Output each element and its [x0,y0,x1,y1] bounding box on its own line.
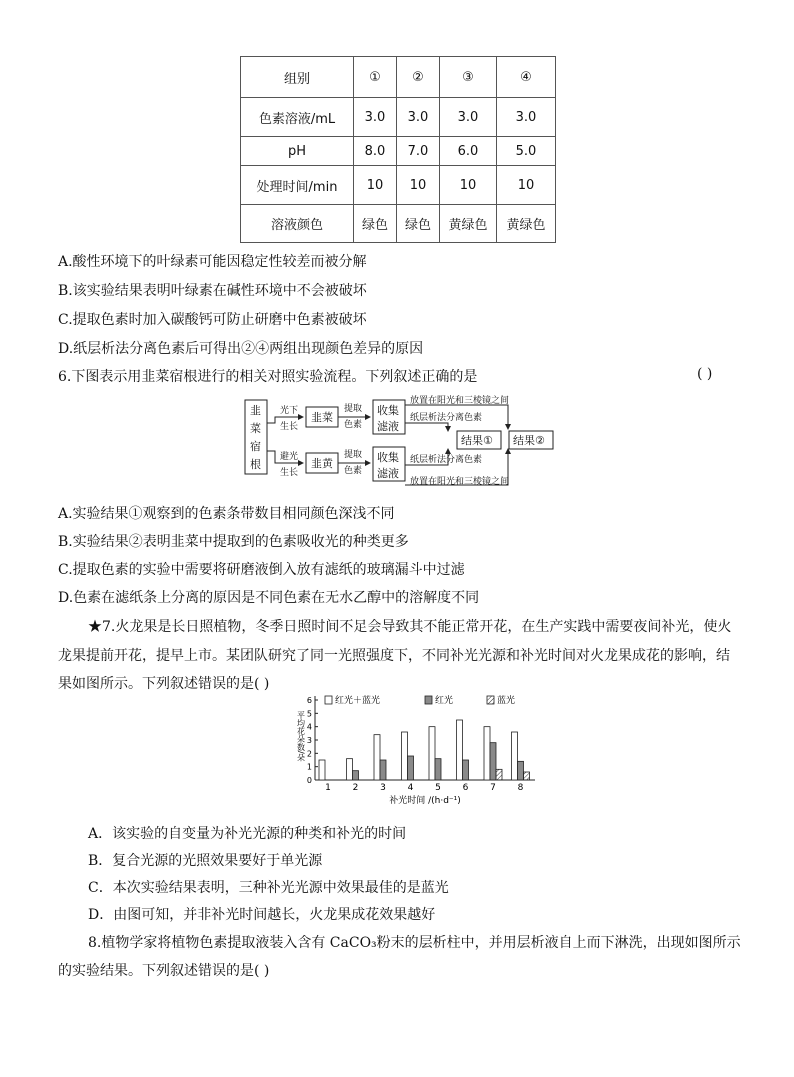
q5-option-a: A.酸性环境下的叶绿素可能因稳定性较差而被分解 [58,254,367,270]
q5-option-b: B.该实验结果表明叶绿素在碱性环境中不会被破坏 [58,283,367,299]
q7-stem-line2: 龙果提前开花，提早上市。某团队研究了同一光照强度下，不同补光光源和补光时间对火龙果成花的影响，结 [58,648,730,664]
x-tick-label: 1 [325,783,331,793]
table-header-cell: ② [397,57,440,98]
table-header-row [241,57,556,98]
table-cell: 3.0 [397,98,440,137]
table-cell: 溶液颜色 [241,205,354,243]
x-tick-label: 8 [517,783,524,793]
q6-option-a: A.实验结果①观察到的色素条带数目相同颜色深浅不同 [58,506,395,522]
table-cell: 色素溶液/mL [241,98,354,137]
top-collect-1: 收集 [377,404,399,417]
table-cell: 6.0 [440,137,497,166]
top-condition-1: 光下 [280,406,299,416]
table-row [241,98,556,137]
bar [347,759,353,780]
table-cell: 绿色 [397,205,440,243]
q7-bar-chart [295,693,540,815]
top-extract-2: 色素 [344,420,363,430]
q7-stem-line3: 果如图所示。下列叙述错误的是( ) [58,676,270,692]
data-table [240,56,556,243]
bottom-extract-1: 提取 [344,450,363,460]
q6-option-c: C.提取色素的实验中需要将研磨液倒入放有滤纸的玻璃漏斗中过滤 [58,562,465,578]
q7-option-a: A．该实验的自变量为补光光源的种类和补光的时间 [88,826,407,842]
bar [435,759,441,780]
q7-option-b: B．复合光源的光照效果要好于单光源 [88,853,323,869]
y-tick-label: 1 [306,762,312,772]
x-axis-label: 补光时间 /(h·d⁻¹) [389,796,461,806]
top-extract-1: 提取 [344,404,363,414]
bottom-collect-1: 收集 [377,451,399,464]
table-row [241,137,556,166]
legend-label: 红光＋蓝光 [335,696,381,706]
bottom-extract-2: 色素 [344,466,363,476]
table-cell: 黄绿色 [497,205,556,243]
bottom-note-1: 纸层析法分离色素 [410,455,483,465]
table-header-cell: 组别 [241,57,354,98]
table-cell: 8.0 [354,137,397,166]
table-cell: 3.0 [497,98,556,137]
table-row [241,166,556,205]
y-axis-label: 平均花朵数/朵 [296,711,306,762]
top-collect-2: 滤液 [377,420,399,433]
table-cell: 3.0 [440,98,497,137]
q6-option-d: D.色素在滤纸条上分离的原因是不同色素在无水乙醇中的溶解度不同 [58,590,480,606]
y-tick-label: 6 [306,696,312,705]
bar [518,761,524,780]
x-tick-label: 6 [462,783,469,793]
bottom-condition-2: 生长 [280,468,299,478]
bar [353,771,359,780]
top-condition-2: 生长 [280,422,299,432]
table-cell: 处理时间/min [241,166,354,205]
table-cell: 10 [397,166,440,205]
q8-stem-line1: 8.植物学家将植物色素提取液装入含有 CaCO₃粉末的层析柱中，并用层析液自上而下淋洗，出现如图所示 [88,935,741,951]
top-note-1: 放置在阳光和三棱镜之间 [410,396,510,406]
root-label-3: 宿 [250,440,261,453]
table-cell: 3.0 [354,98,397,137]
y-tick-label: 2 [306,749,312,759]
q6-flow-diagram [240,393,560,493]
bar [512,732,518,780]
y-tick-label: 3 [306,736,312,745]
legend-swatch [487,696,494,704]
bottom-collect-2: 滤液 [377,467,399,480]
result1: 结果① [461,434,493,447]
bar [429,727,435,780]
table-cell: 10 [497,166,556,205]
q6-answer-paren: ( ) [697,366,713,382]
bar [380,760,386,780]
bottom-note-2: 放置在阳光和三棱镜之间 [410,477,510,487]
bar [496,769,502,780]
bar [374,735,380,780]
bar [524,772,530,780]
bar [319,760,325,780]
q5-option-c: C.提取色素时加入碳酸钙可防止研磨中色素被破坏 [58,312,367,328]
root-label-2: 菜 [250,422,261,435]
top-plant: 韭菜 [311,411,333,424]
bar [484,727,490,780]
table-cell: 黄绿色 [440,205,497,243]
top-note-2: 纸层析法分离色素 [410,413,483,423]
bottom-condition-1: 避光 [280,452,299,462]
x-tick-label: 3 [380,783,386,793]
table-cell: 10 [440,166,497,205]
table-cell: 5.0 [497,137,556,166]
root-label-4: 根 [250,458,261,471]
x-tick-label: 2 [352,783,359,793]
bar [457,720,463,780]
table-cell: 7.0 [397,137,440,166]
q5-option-d: D.纸层析法分离色素后可得出②④两组出现颜色差异的原因 [58,341,424,357]
result2: 结果② [513,434,545,447]
legend-label: 蓝光 [497,696,516,706]
table-header-cell: ④ [497,57,556,98]
bar [463,760,469,780]
legend-swatch [325,696,332,704]
x-tick-label: 5 [435,783,441,793]
y-tick-label: 4 [306,722,312,732]
x-tick-label: 4 [407,783,414,793]
y-tick-label: 0 [306,776,312,785]
q7-option-d: D．由图可知，并非补光时间越长，火龙果成花效果越好 [88,907,436,923]
q7-stem-line1: ★7.火龙果是长日照植物，冬季日照时间不足会导致其不能正常开花，在生产实践中需要夜间补光，使火 [88,619,732,635]
bar [408,756,414,780]
q6-option-b: B.实验结果②表明韭菜中提取到的色素吸收光的种类更多 [58,534,409,550]
y-tick-label: 5 [306,709,312,719]
q6-stem: 6.下图表示用韭菜宿根进行的相关对照实验流程。下列叙述正确的是 [58,369,478,385]
q7-option-c: C．本次实验结果表明，三种补光光源中效果最佳的是蓝光 [88,880,449,896]
q8-stem-line2: 的实验结果。下列叙述错误的是( ) [58,963,270,979]
bottom-plant: 韭黄 [311,457,333,470]
table-cell: 绿色 [354,205,397,243]
x-tick-label: 7 [490,783,496,793]
table-cell: 10 [354,166,397,205]
table-header-cell: ③ [440,57,497,98]
table-cell: pH [241,137,354,166]
root-label-1: 韭 [250,404,261,417]
table-row [241,205,556,243]
bar [402,732,408,780]
legend-swatch [425,696,432,704]
bar [490,743,496,780]
table-header-cell: ① [354,57,397,98]
legend-label: 红光 [435,696,454,706]
